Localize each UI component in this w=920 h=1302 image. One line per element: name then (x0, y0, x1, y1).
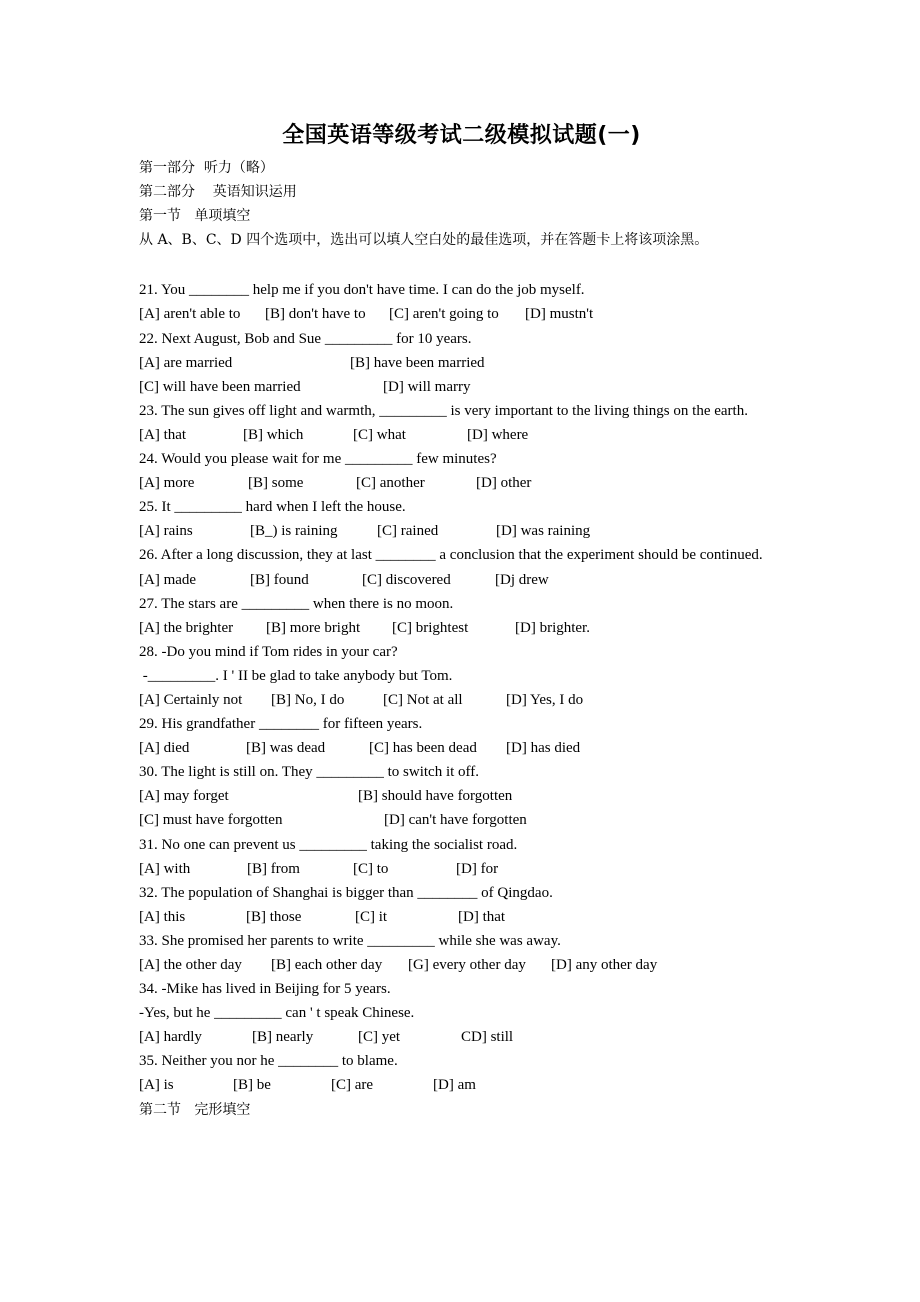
option-c: [C] to (353, 860, 389, 877)
options-22-row2 (139, 375, 784, 399)
option-a: [A] is (139, 1077, 174, 1094)
option-d: CD] still (461, 1029, 514, 1046)
question-26: 26. After a long discussion, they at last ________ a conclusion that the experiment should be continued. (139, 547, 763, 564)
options-28 (139, 688, 784, 712)
option-c: [C] are (331, 1077, 374, 1094)
option-b: [B] which (243, 426, 304, 443)
option-c: [C] must have forgotten (139, 812, 283, 829)
options-31 (139, 857, 784, 881)
option-d: [D] will marry (383, 378, 471, 395)
option-a: [A] with (139, 860, 191, 877)
option-a: [A] more (139, 475, 195, 492)
option-c: [C] yet (358, 1029, 401, 1046)
instruction-text: 从 A、B、C、D 四个选项中，选出可以填人空白处的最佳选项，并在答题卡上将该项涂黑。 (139, 232, 709, 249)
options-23 (139, 423, 784, 447)
option-a: [A] this (139, 908, 186, 925)
options-22-row1 (139, 351, 784, 375)
question-30: 30. The light is still on. They _________ to switch it off. (139, 764, 479, 781)
option-c: [C] brightest (392, 619, 469, 636)
option-b: [B_) is raining (250, 523, 338, 540)
question-28: 28. -Do you mind if Tom rides in your car? (139, 643, 398, 660)
option-a: [A] made (139, 571, 197, 588)
option-a: [A] are married (139, 354, 233, 371)
section1-heading: 第一节 单项填空 (139, 208, 251, 225)
options-35 (139, 1073, 784, 1097)
question-32: 32. The population of Shanghai is bigger than ________ of Qingdao. (139, 884, 553, 901)
option-c: [C] what (353, 426, 406, 443)
options-33 (139, 953, 784, 977)
option-a: [A] Certainly not (139, 691, 243, 708)
option-c: [C] will have been married (139, 378, 301, 395)
options-32 (139, 905, 784, 929)
option-d: [D] other (476, 475, 532, 492)
question-34: 34. -Mike has lived in Beijing for 5 years. (139, 981, 391, 998)
options-21 (139, 302, 784, 326)
question-25: 25. It _________ hard when I left the house. (139, 499, 406, 516)
question-21: 21. You ________ help me if you don't have time. I can do the job myself. (139, 282, 585, 299)
option-c: [C] rained (377, 523, 439, 540)
option-b: [B] more bright (266, 619, 361, 636)
options-27 (139, 616, 784, 640)
question-27: 27. The stars are _________ when there is no moon. (139, 595, 454, 612)
option-a: [A] rains (139, 523, 193, 540)
option-d: [D] that (458, 908, 506, 925)
option-a: [A] that (139, 426, 187, 443)
option-d: [D] where (467, 426, 529, 443)
option-b: [B] from (247, 860, 300, 877)
option-b: [B] No, I do (271, 691, 345, 708)
option-c: [C] Not at all (383, 691, 463, 708)
option-d: [D] can't have forgotten (384, 812, 527, 829)
option-d: [D] for (456, 860, 499, 877)
option-b: [B] nearly (252, 1029, 314, 1046)
option-a: [A] hardly (139, 1029, 202, 1046)
option-c: [C] discovered (362, 571, 451, 588)
option-b: [B] have been married (350, 354, 485, 371)
option-c: [C] it (355, 908, 388, 925)
option-b: [B] each other day (271, 957, 383, 973)
question-35: 35. Neither you nor he ________ to blame. (139, 1053, 398, 1070)
option-b: [B] those (246, 908, 302, 925)
options-30-row2 (139, 808, 784, 832)
part2-heading: 第二部分 英语知识运用 (139, 184, 297, 201)
page-title: 全国英语等级考试二级模拟试题(一) (282, 123, 641, 148)
options-25 (139, 519, 784, 543)
section2-heading: 第二节 完形填空 (139, 1101, 251, 1118)
option-a: [A] died (139, 740, 190, 757)
option-d: [D] mustn't (525, 306, 594, 323)
spacer (139, 252, 784, 278)
option-b: [B] be (233, 1077, 271, 1094)
options-26 (139, 568, 784, 592)
option-b: [B] was dead (246, 740, 326, 757)
options-24 (139, 471, 784, 495)
question-33: 33. She promised her parents to write _________ while she was away. (139, 932, 561, 949)
document-page (139, 118, 784, 1122)
option-c: [C] has been dead (369, 740, 477, 757)
option-c: [C] aren't going to (389, 306, 499, 323)
question-23: 23. The sun gives off light and warmth, _________ is very important to the living things on the earth. (139, 402, 748, 419)
option-a: [A] the brighter (139, 619, 234, 636)
option-a: [A] the other day (139, 957, 242, 973)
option-a: [A] aren't able to (139, 306, 241, 323)
options-34 (139, 1025, 784, 1049)
option-d: [D] any other day (551, 957, 658, 973)
part1-heading: 第一部分 听力（略） (139, 160, 274, 176)
option-b: [B] should have forgotten (358, 788, 513, 805)
option-d: [Dj drew (495, 571, 549, 588)
option-d: [D] was raining (496, 523, 591, 540)
option-a: [A] may forget (139, 788, 229, 805)
question-24: 24. Would you please wait for me _________ few minutes? (139, 451, 497, 468)
option-c: [G] every other day (408, 957, 526, 973)
question-22: 22. Next August, Bob and Sue _________ for 10 years. (139, 330, 472, 347)
options-29 (139, 736, 784, 760)
option-d: [D] has died (506, 740, 581, 757)
option-b: [B] don't have to (265, 306, 366, 323)
option-c: [C] another (356, 475, 425, 492)
question-28-reply: -_________. I ' II be glad to take anybody but Tom. (139, 667, 453, 684)
option-d: [D] am (433, 1077, 476, 1094)
option-d: [D] brighter. (515, 619, 590, 636)
question-31: 31. No one can prevent us _________ taking the socialist road. (139, 836, 518, 853)
question-29: 29. His grandfather ________ for fifteen years. (139, 716, 423, 733)
option-d: [D] Yes, I do (506, 691, 584, 708)
option-b: [B] some (248, 475, 304, 492)
question-34-reply: -Yes, but he _________ can ' t speak Chinese. (139, 1005, 415, 1022)
options-30-row1 (139, 784, 784, 808)
option-b: [B] found (250, 571, 309, 588)
